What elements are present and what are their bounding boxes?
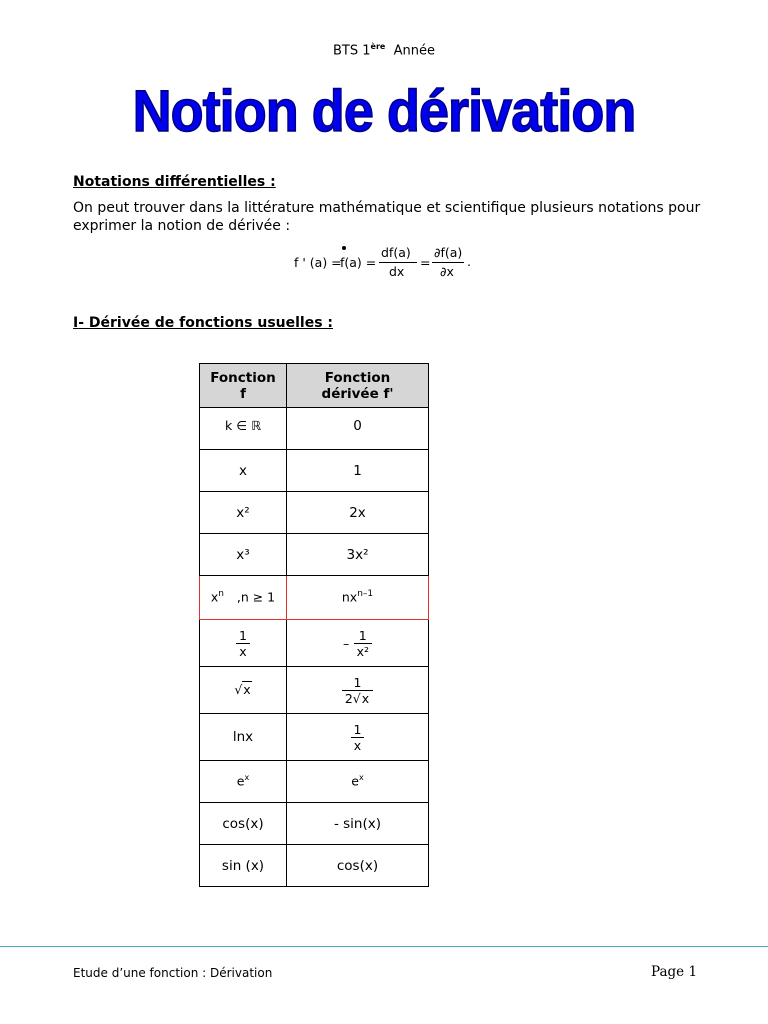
derivatives-table	[199, 363, 429, 887]
function-cell	[200, 803, 287, 845]
derivative-cell	[287, 576, 429, 620]
section-number: I	[73, 315, 79, 331]
fraction-numerator: 1	[354, 628, 372, 644]
derivative-exponent: x	[358, 773, 364, 783]
footer-page-number: Page 1	[651, 964, 698, 980]
derivative-cell	[287, 845, 429, 887]
section-heading-derivatives	[73, 315, 333, 331]
formula-lhs: f ' (a) =	[294, 255, 342, 270]
table-row	[200, 620, 429, 667]
derivative-base: nx	[341, 589, 358, 605]
page-header	[0, 42, 768, 58]
table-row	[200, 714, 429, 761]
section-heading-notations: Notations différentielles :	[73, 174, 276, 190]
function-base: e	[236, 773, 245, 789]
frac1-numerator: df(a)	[381, 245, 411, 260]
function-cell	[200, 408, 287, 450]
fraction	[236, 628, 250, 659]
sqrt-radicand: x	[243, 682, 251, 697]
fraction	[342, 675, 373, 706]
derivative-cell	[287, 761, 429, 803]
frac1-bar	[379, 262, 417, 263]
footer-document-title: Etude d’une fonction : Dérivation	[73, 966, 273, 980]
table-row	[200, 450, 429, 492]
fraction-numerator: 1	[236, 628, 250, 644]
derivative-value: 0	[353, 418, 362, 434]
minus-sign: –	[343, 635, 350, 651]
derivative-base: e	[351, 773, 359, 789]
denominator-coefficient: 2	[344, 690, 353, 706]
intro-paragraph: On peut trouver dans la littérature mathématique et scientifique plusieurs notations pour exprimer la notion de dérivée :	[73, 200, 701, 234]
formula-fdot: f(a) =	[340, 255, 377, 270]
function-base: x	[210, 589, 219, 605]
formula-period: .	[467, 254, 471, 269]
header-cell-derivative	[287, 364, 429, 408]
function-cell	[200, 845, 287, 887]
function-value: cos(x)	[222, 815, 264, 832]
table-row	[200, 534, 429, 576]
function-cell	[200, 576, 287, 620]
footer-divider	[0, 946, 768, 947]
fraction	[351, 722, 365, 753]
function-cell	[200, 534, 287, 576]
table-header-row	[200, 364, 429, 408]
function-cell	[200, 620, 287, 667]
function-exponent: x	[244, 773, 250, 783]
function-cell	[200, 714, 287, 761]
table-row	[200, 803, 429, 845]
fraction-denominator: 2√x	[344, 690, 370, 706]
function-value: sin (x)	[221, 857, 265, 874]
derivative-value: cos(x)	[336, 857, 379, 874]
derivative-cell	[287, 620, 429, 667]
function-condition: ,n ≥ 1	[236, 589, 276, 605]
fraction-denominator: x	[353, 737, 362, 753]
fraction-denominator: x	[239, 643, 247, 659]
derivative-cell	[287, 534, 429, 576]
section-heading-text: - Dérivée de fonctions usuelles :	[78, 315, 334, 331]
table-row	[200, 492, 429, 534]
fraction-denominator: x²	[356, 643, 369, 659]
header-col2-line1: Fonction	[324, 369, 391, 386]
derivative-value: 1	[353, 462, 362, 479]
table-row	[200, 761, 429, 803]
header-col1-line2: f	[240, 385, 246, 402]
header-col1-line1: Fonction	[210, 369, 276, 386]
derivative-value: - sin(x)	[333, 815, 382, 832]
derivative-cell	[287, 492, 429, 534]
function-exponent: n	[218, 589, 224, 600]
derivative-cell	[287, 714, 429, 761]
function-value: x³	[236, 546, 250, 563]
table-row	[200, 408, 429, 450]
function-value: x²	[236, 504, 250, 521]
function-value: lnx	[232, 729, 254, 745]
function-cell	[200, 492, 287, 534]
header-prefix: BTS 1	[333, 43, 371, 59]
function-value: x	[239, 462, 247, 479]
function-cell	[200, 450, 287, 492]
function-cell	[200, 761, 287, 803]
formula-equals: =	[420, 255, 431, 270]
header-col2-line2: dérivée f'	[321, 385, 394, 402]
frac1-denominator: dx	[389, 264, 405, 279]
derivative-exponent: n–1	[357, 589, 374, 600]
fraction-numerator: 1	[351, 722, 365, 738]
header-cell-function	[200, 364, 287, 408]
function-value: k ∈ ℝ	[225, 418, 261, 433]
sqrt-expression: √x	[234, 682, 251, 697]
header-suffix: Année	[393, 43, 435, 59]
derivative-cell	[287, 450, 429, 492]
function-cell	[200, 667, 287, 714]
derivative-value: 2x	[349, 504, 366, 521]
frac2-denominator: ∂x	[440, 264, 454, 279]
frac2-numerator: ∂f(a)	[434, 245, 463, 260]
differential-notations-formula	[294, 244, 494, 284]
header-sup: ère	[370, 42, 386, 51]
sqrt-radicand: x	[361, 690, 370, 706]
fraction	[354, 628, 372, 659]
dot-accent	[342, 246, 346, 250]
derivative-cell	[287, 803, 429, 845]
page-title: Notion de dérivation	[132, 79, 636, 144]
frac2-bar	[432, 262, 464, 263]
fraction-numerator: 1	[342, 675, 373, 691]
derivative-value: 3x²	[346, 546, 369, 563]
derivative-cell	[287, 408, 429, 450]
table-row	[200, 667, 429, 714]
table-row	[200, 845, 429, 887]
table-row-highlighted	[200, 576, 429, 620]
derivative-cell	[287, 667, 429, 714]
